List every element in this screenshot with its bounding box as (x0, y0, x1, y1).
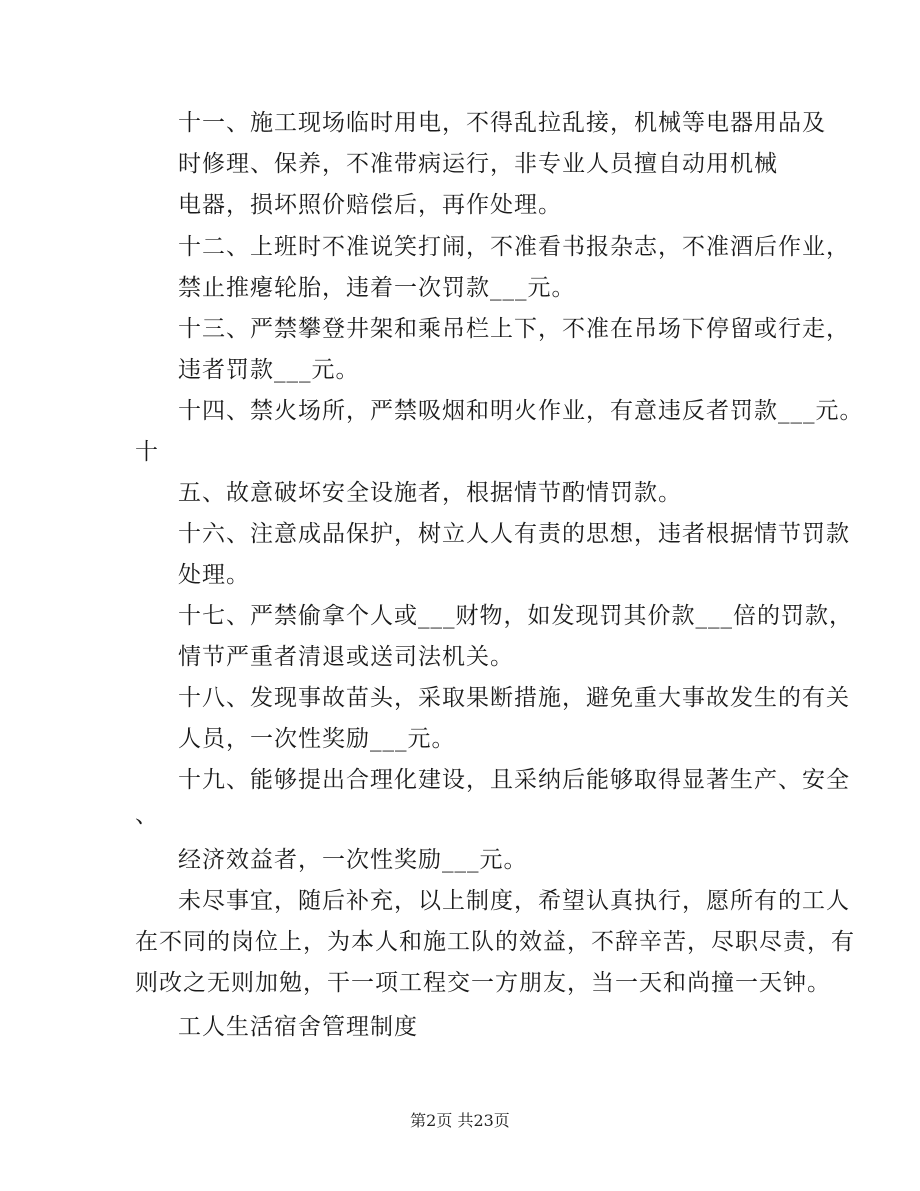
text-line: 处理。 (178, 562, 250, 588)
text-line: 情节严重者清退或送司法机关。 (178, 644, 514, 670)
text-line: 十一、施工现场临时用电，不得乱拉乱接，机械等电器用品及 (178, 110, 826, 136)
text-line: 人员，一次性奖励___元。 (178, 726, 456, 752)
text-line: 电器，损坏照价赔偿后，再作处理。 (178, 192, 562, 218)
text-line: 十九、能够提出合理化建设，且采纳后能够取得显著生产、安全 (178, 767, 850, 793)
text-line: 十八、发现事故苗头，采取果断措施，避免重大事故发生的有关 (178, 685, 850, 711)
text-line: 违者罚款___元。 (178, 357, 360, 383)
text-line: 十四、禁火场所，严禁吸烟和明火作业，有意违反者罚款___元。 (178, 398, 864, 424)
section-heading: 工人生活宿舍管理制度 (178, 1014, 418, 1040)
text-line: 五、故意破坏安全设施者，根据情节酌情罚款。 (178, 480, 682, 506)
text-line: 十六、注意成品保护，树立人人有责的思想，违者根据情节罚款 (178, 521, 850, 547)
text-line: 未尽事宜，随后补充，以上制度，希望认真执行，愿所有的工人 (178, 888, 850, 914)
text-line: 十 (135, 439, 159, 465)
text-line: 禁止推瘪轮胎，违着一次罚款___元。 (178, 275, 576, 301)
text-line: 则改之无则加勉，干一项工程交一方朋友，当一天和尚撞一天钟。 (135, 970, 831, 996)
text-line: 时修理、保养，不准带病运行，非专业人员擅自动用机械 (178, 151, 778, 177)
text-line: 十七、严禁偷拿个人或___财物，如发现罚其价款___倍的罚款， (178, 603, 853, 629)
text-line: 经济效益者，一次性奖励___元。 (178, 847, 528, 873)
text-line: 、 (135, 802, 159, 828)
text-line: 十三、严禁攀登井架和乘吊栏上下，不准在吊场下停留或行走， (178, 316, 850, 342)
text-line: 在不同的岗位上，为本人和施工队的效益，不辞辛苦，尽职尽责，有 (135, 929, 855, 955)
text-line: 十二、上班时不准说笑打闹，不准看书报杂志，不准酒后作业， (178, 234, 850, 260)
page-number: 第2页 共23页 (410, 1111, 510, 1130)
